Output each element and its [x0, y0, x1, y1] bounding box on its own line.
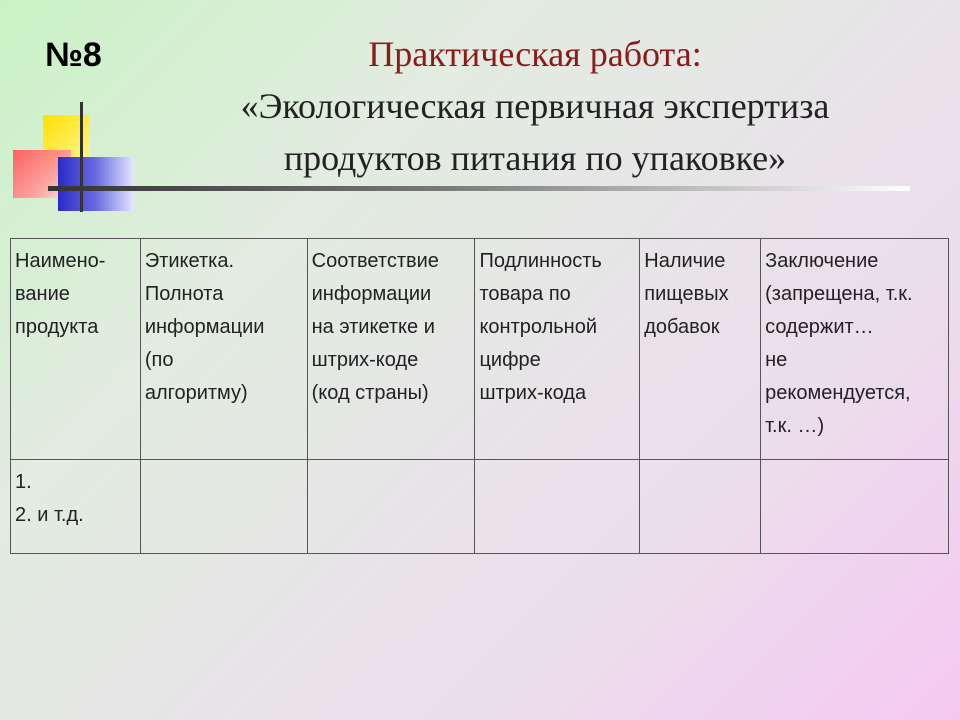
header-product-name: Наимено- вание продукта	[11, 239, 141, 460]
slide-number: №8	[45, 36, 102, 74]
header-info-match: Соответствие информации на этикетке и штрих-коде (код страны)	[307, 239, 475, 460]
table-cell	[140, 460, 307, 554]
title-line-1: Практическая работа:	[368, 34, 702, 74]
table-header-row	[11, 239, 949, 460]
header-label-completeness: Этикетка. Полнота информации (по алгоритму)	[140, 239, 307, 460]
vertical-rule	[80, 102, 83, 212]
table-cell	[640, 460, 761, 554]
title-underline	[48, 186, 910, 191]
slide-title	[140, 28, 930, 184]
title-line-2: «Экологическая первичная экспертиза	[240, 86, 830, 126]
decorative-squares-logo	[10, 100, 140, 215]
table-cell	[475, 460, 640, 554]
header-conclusion: Заключение (запрещена, т.к. содержит… не рекомендуется, т.к. …)	[761, 239, 949, 460]
expertise-table	[10, 238, 949, 554]
table-row	[11, 460, 949, 554]
table-cell: 1. 2. и т.д.	[11, 460, 141, 554]
blue-square	[58, 157, 134, 211]
table-cell	[307, 460, 475, 554]
table-cell	[761, 460, 949, 554]
header-authenticity: Подлинность товара по контрольной цифре штрих-кода	[475, 239, 640, 460]
header-additives: Наличие пищевых добавок	[640, 239, 761, 460]
title-line-3: продуктов питания по упаковке»	[283, 138, 787, 178]
